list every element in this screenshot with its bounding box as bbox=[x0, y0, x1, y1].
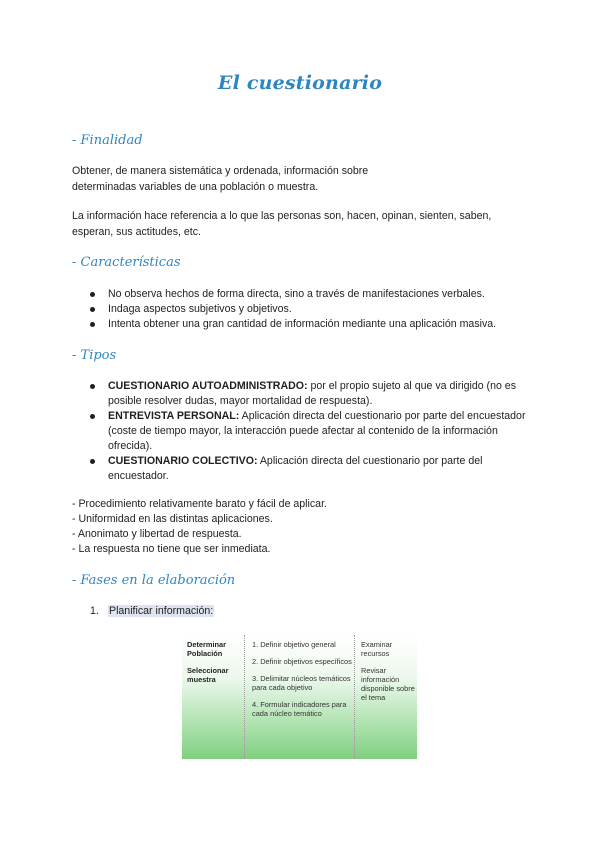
tipo-description: Aplicación directa del cuestionario por parte del encuestador (coste de tiempo mayor, la interacción puede afectar al contenido de la información ofrecida). bbox=[108, 410, 526, 452]
tipo-description: por el propio sujeto al que va dirigido (no es posible resolver dudas, mayor mortalidad de respuesta). bbox=[108, 380, 516, 407]
list-item bbox=[88, 454, 538, 484]
step-label: Planificar información: bbox=[109, 605, 214, 617]
note-line: - Procedimiento relativamente barato y fácil de aplicar. bbox=[72, 498, 327, 510]
list-item bbox=[88, 409, 538, 454]
finalidad-paragraph-1 bbox=[72, 163, 532, 195]
text-line: determinadas variables de una población o muestra. bbox=[72, 181, 319, 193]
table-cell: Seleccionar muestra bbox=[187, 666, 229, 684]
table-cell: Examinar recursos bbox=[361, 640, 393, 658]
note-line: - La respuesta no tiene que ser inmediata. bbox=[72, 543, 271, 555]
table-cell: 4. Formular indicadores para cada núcleo temático bbox=[252, 700, 347, 718]
heading-finalidad: - Finalidad bbox=[72, 133, 143, 148]
heading-fases: - Fases en la elaboración bbox=[72, 573, 236, 588]
table-column-3 bbox=[361, 640, 415, 702]
document-title: El cuestionario bbox=[217, 72, 383, 94]
note-line: - Anonimato y libertad de respuesta. bbox=[72, 528, 242, 540]
table-cell: 1. Definir objetivo general bbox=[252, 640, 336, 649]
step-number: 1. bbox=[90, 605, 99, 617]
tipos-notes bbox=[72, 497, 532, 557]
list-item: Indaga aspectos subjetivos y objetivos. bbox=[88, 302, 538, 317]
table-cell: Determinar Población bbox=[187, 640, 227, 658]
tipo-description: Aplicación directa del cuestionario por parte del encuestador. bbox=[108, 455, 483, 482]
tipo-name: CUESTIONARIO COLECTIVO: bbox=[108, 455, 258, 467]
table-cell: 3. Delimitar núcleos temáticos para cada objetivo bbox=[252, 674, 351, 692]
tipo-name: CUESTIONARIO AUTOADMINISTRADO: bbox=[108, 380, 308, 392]
table-column-1 bbox=[187, 640, 241, 684]
tipo-name: ENTREVISTA PERSONAL: bbox=[108, 410, 240, 422]
note-line: - Uniformidad en las distintas aplicaciones. bbox=[72, 513, 273, 525]
fases-step bbox=[90, 604, 214, 619]
finalidad-paragraph-2 bbox=[72, 208, 532, 240]
caracteristicas-list bbox=[88, 287, 538, 332]
table-cell: Revisar información disponible sobre el tema bbox=[361, 666, 415, 702]
table-cell: 2. Definir objetivos específicos bbox=[252, 657, 352, 666]
list-item bbox=[88, 379, 538, 409]
text-line: esperan, sus actitudes, etc. bbox=[72, 226, 201, 238]
tipos-list bbox=[88, 379, 538, 484]
text-line: La información hace referencia a lo que las personas son, hacen, opinan, sienten, saben, bbox=[72, 210, 492, 222]
text-line: Obtener, de manera sistemática y ordenada, información sobre bbox=[72, 165, 369, 177]
heading-caracteristicas: - Características bbox=[72, 255, 181, 270]
column-divider bbox=[244, 635, 245, 759]
heading-tipos: - Tipos bbox=[72, 348, 117, 363]
planning-table bbox=[182, 635, 417, 759]
column-divider bbox=[354, 635, 355, 759]
table-column-2 bbox=[252, 640, 352, 718]
list-item: Intenta obtener una gran cantidad de información mediante una aplicación masiva. bbox=[88, 317, 538, 332]
list-item: No observa hechos de forma directa, sino a través de manifestaciones verbales. bbox=[88, 287, 538, 302]
